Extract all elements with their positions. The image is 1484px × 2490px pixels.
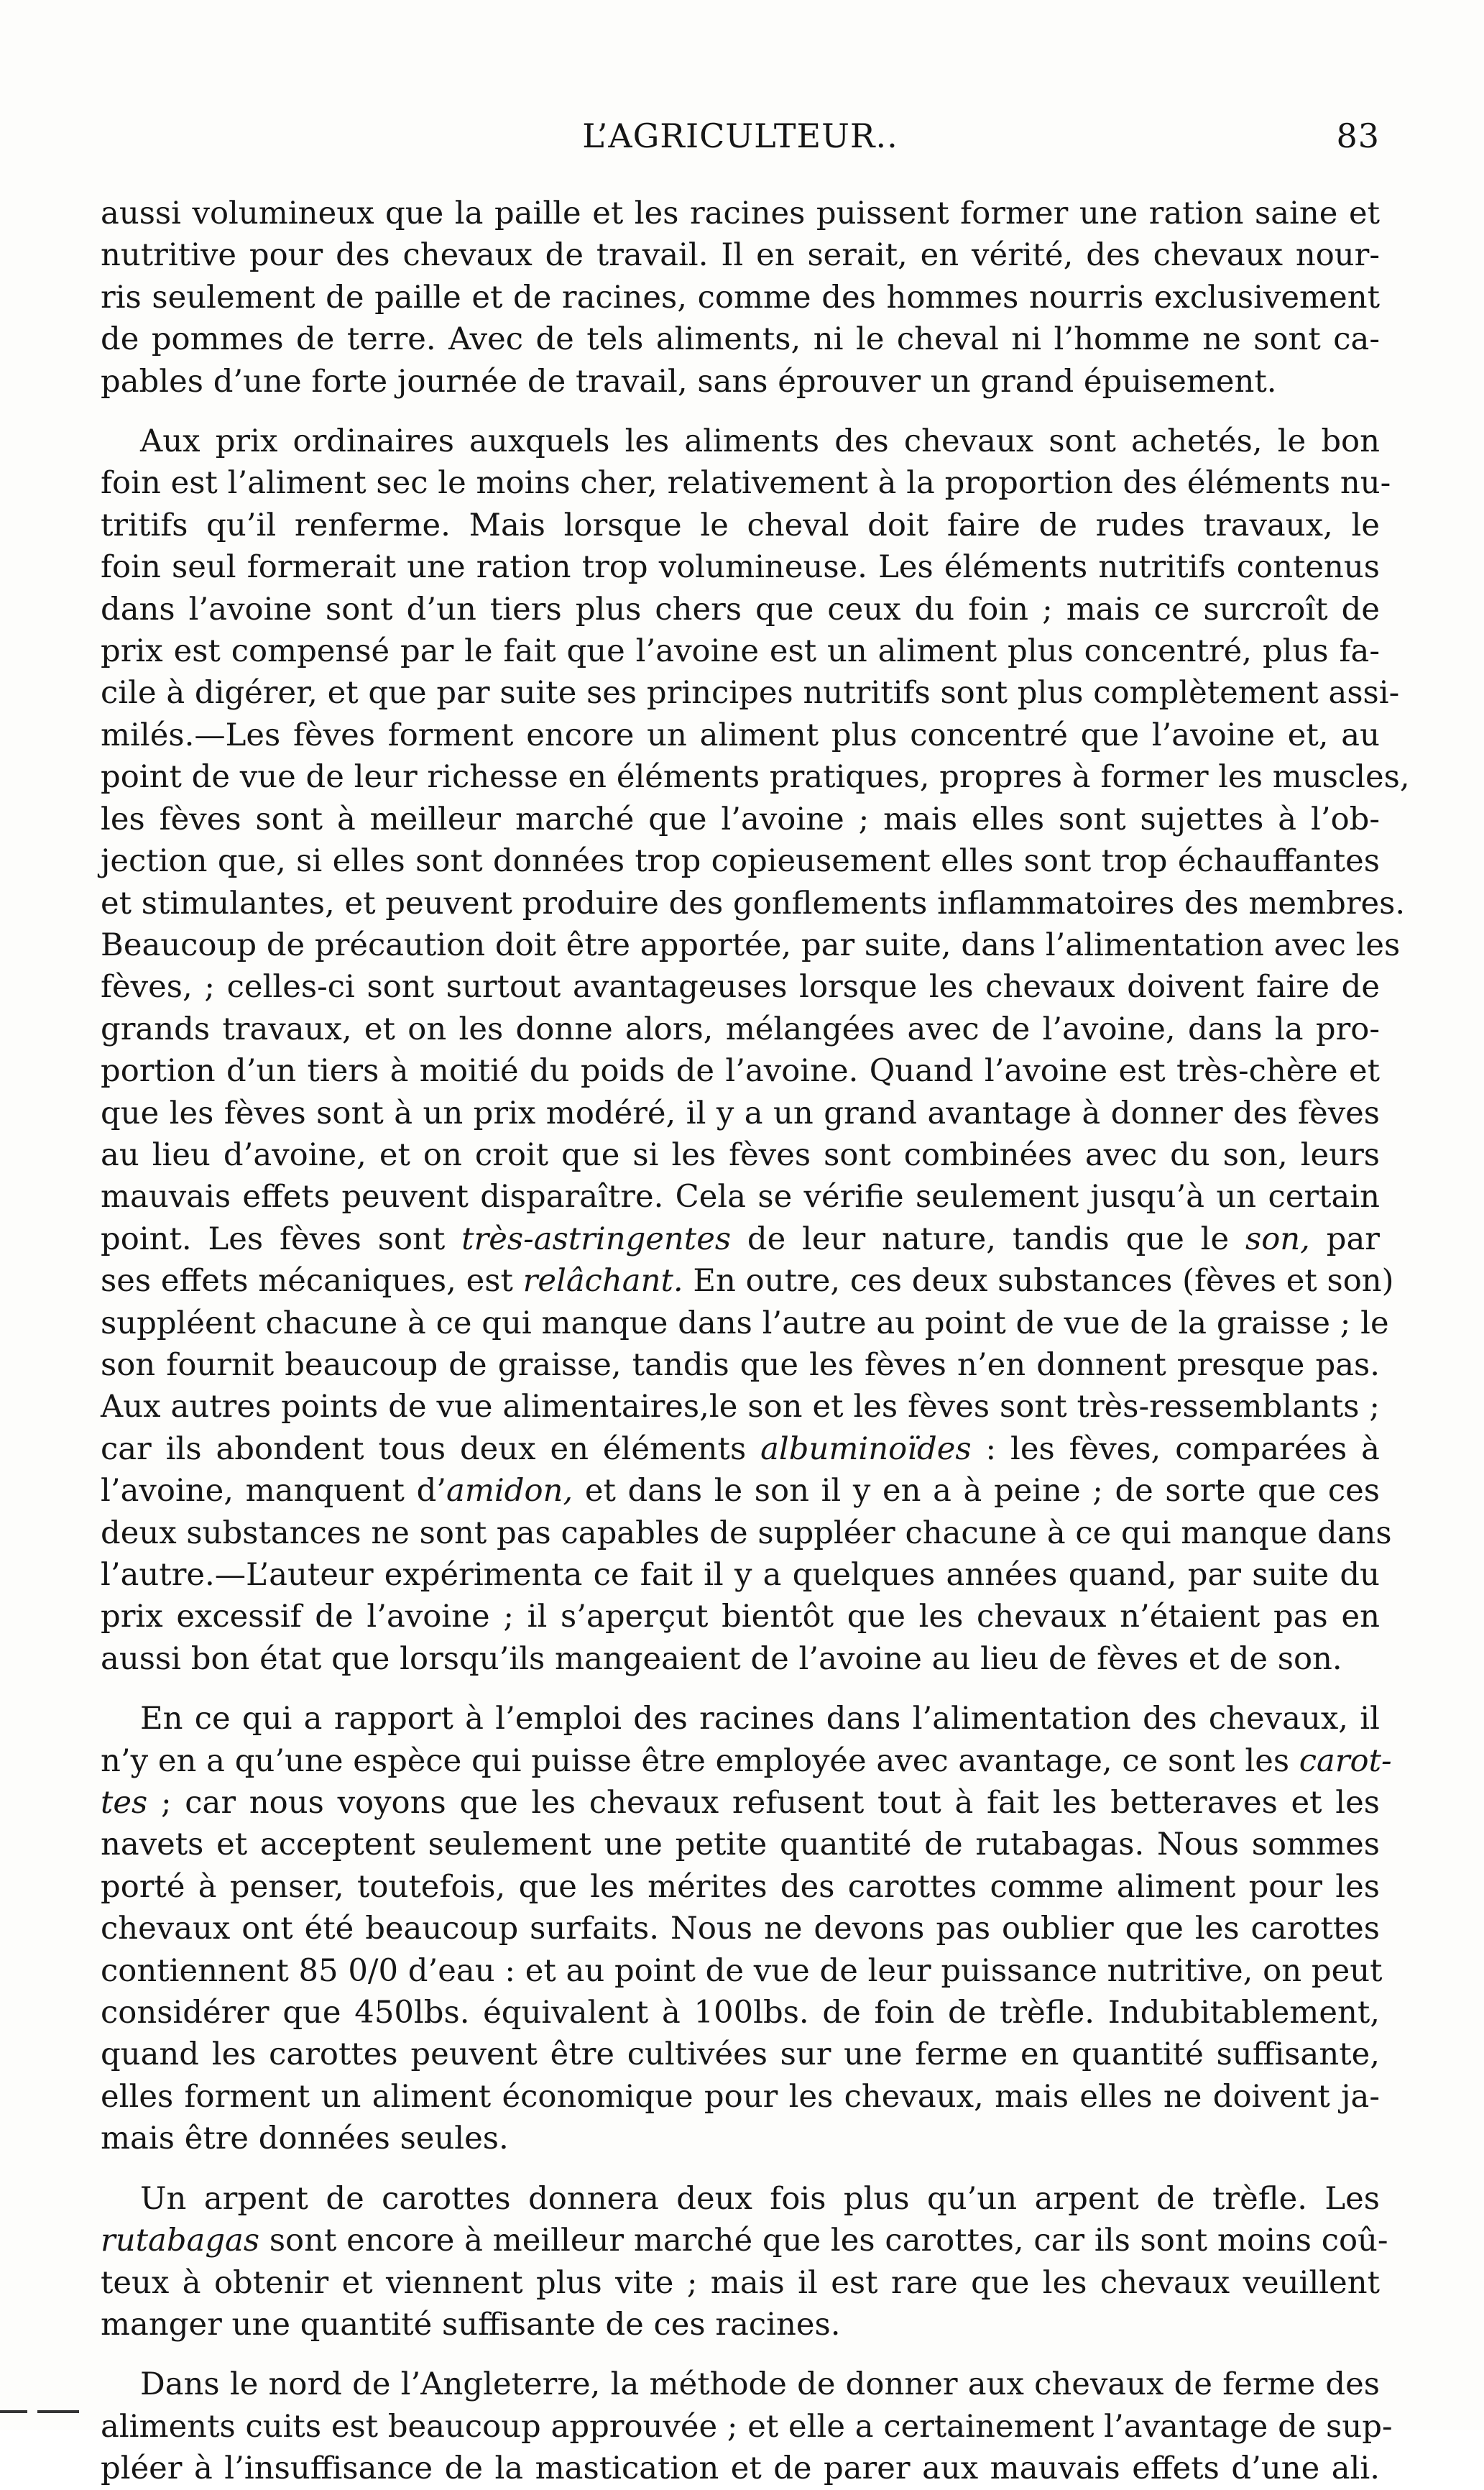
text-line <box>101 756 1410 798</box>
text-line <box>101 924 1401 966</box>
text-run: point. Les fèves sont <box>101 1221 462 1257</box>
text-line <box>101 1554 1380 1596</box>
text-run: foin seul formerait une ration trop volumineuse. Les éléments nutritifs contenus <box>101 549 1380 586</box>
paragraph <box>101 2363 1393 2489</box>
text-run: jection que, si elles sont données trop copieusement elles sont trop échauffantes <box>101 843 1380 880</box>
text-run: ses effets mécaniques, est <box>101 1263 523 1300</box>
text-line <box>101 2363 1380 2405</box>
text-run: mais être données seules. <box>101 2121 509 2157</box>
text-run: considérer que 450lbs. équivalent à 100lbs. de foin de trèfle. Indubitablement, <box>101 1995 1380 2031</box>
text-run: au lieu d’avoine, et on croit que si les fèves sont combinées avec du son, leurs <box>101 1136 1380 1173</box>
text-line <box>101 1992 1380 2034</box>
text-run: porté à penser, toutefois, que les mérites des carottes comme aliment pour les <box>101 1868 1380 1905</box>
text-line <box>101 1218 1380 1260</box>
text-run: chevaux ont été beaucoup surfaits. Nous ne devons pas oublier que les carottes <box>101 1911 1380 1947</box>
italic-text: rutabagas <box>101 2223 260 2259</box>
text-line <box>101 1009 1380 1050</box>
text-run: de leur nature, tandis que le <box>731 1221 1245 1257</box>
text-run: Aux autres points de vue alimentaires,le son et les fèves sont très-ressemblants ; <box>101 1389 1380 1425</box>
text-line <box>101 1824 1380 1865</box>
margin-rule <box>0 2410 27 2413</box>
text-run: foin est l’aliment sec le moins cher, relativement à la proportion des éléments nu- <box>101 465 1391 502</box>
text-run: fèves, ; celles-ci sont surtout avantageuses lorsque les chevaux doivent faire de <box>101 969 1380 1006</box>
text-run: Aux prix ordinaires auxquels les aliments des chevaux sont achetés, le bon <box>140 423 1380 460</box>
text-line <box>101 1050 1380 1092</box>
text-line <box>101 2118 1380 2159</box>
text-run: prix excessif de l’avoine ; il s’aperçut bientôt que les chevaux n’étaient pas en <box>101 1599 1380 1635</box>
text-line <box>101 883 1406 924</box>
text-run: ; car nous voyons que les chevaux refusent tout à fait les betteraves et les <box>147 1785 1380 1821</box>
text-run: l’avoine, manquent d’ <box>101 1473 447 1510</box>
running-title: L’AGRICULTEUR.. <box>582 116 898 155</box>
text-run: que les fèves sont à un prix modéré, il y a un grand avantage à donner des fèves <box>101 1095 1380 1131</box>
text-line <box>101 1512 1392 1554</box>
text-run: aussi volumineux que la paille et les racines puissent former une ration saine et <box>101 196 1380 231</box>
paragraph <box>101 2178 1388 2346</box>
text-line <box>101 2448 1380 2489</box>
text-line <box>101 1303 1389 1344</box>
text-run: point de vue de leur richesse en éléments pratiques, propres à former les muscles, <box>101 759 1410 796</box>
text-run: nutritive pour des chevaux de travail. Il en serait, en vérité, des chevaux nour- <box>101 237 1380 274</box>
text-run: et stimulantes, et peuvent produire des gonflements inflammatoires des membres. <box>101 885 1406 922</box>
text-run: portion d’un tiers à moitié du poids de l’avoine. Quand l’avoine est très-chère et <box>101 1053 1380 1090</box>
text-line <box>101 2034 1380 2075</box>
text-line <box>101 589 1380 630</box>
text-line <box>101 2220 1388 2261</box>
text-line <box>101 1260 1394 1302</box>
text-run: quand les carottes peuvent être cultivées sur une ferme en quantité suffisante, <box>101 2036 1380 2073</box>
italic-text: amidon, <box>446 1473 573 1510</box>
text-line <box>101 505 1380 546</box>
text-run: deux substances ne sont pas capables de suppléer chacune à ce qui manque dans <box>101 1515 1392 1551</box>
text-run: par <box>1309 1221 1380 1257</box>
text-line <box>101 1740 1392 1782</box>
paragraph <box>101 193 1380 403</box>
text-run: aussi bon état que lorsqu’ils mangeaient de l’avoine au lieu de fèves et de son. <box>101 1640 1342 1677</box>
text-line <box>101 1866 1380 1908</box>
text-run: cile à digérer, et que par suite ses principes nutritifs sont plus complètement assi- <box>101 675 1400 712</box>
text-line <box>101 318 1380 360</box>
text-line <box>101 546 1380 588</box>
text-run: car ils abondent tous deux en éléments <box>101 1430 761 1467</box>
text-run: milés.—Les fèves forment encore un aliment plus concentré que l’avoine et, au <box>101 717 1380 753</box>
italic-text: albuminoïdes <box>760 1430 972 1467</box>
text-run: ris seulement de paille et de racines, comme des hommes nourris exclusivement <box>101 279 1380 316</box>
text-run: pléer à l’insuffisance de la mastication et de parer aux mauvais effets d’une ali. <box>101 2450 1380 2487</box>
text-run: manger une quantité suffisante de ces racines. <box>101 2306 841 2343</box>
text-line <box>101 715 1380 756</box>
paragraph-gap <box>101 2346 1380 2363</box>
text-line <box>101 1596 1380 1637</box>
text-line <box>101 1344 1380 1386</box>
text-run: tritifs qu’il renferme. Mais lorsque le cheval doit faire de rudes travaux, le <box>101 507 1380 543</box>
text-line <box>101 2406 1393 2448</box>
text-run: prix est compensé par le fait que l’avoine est un aliment plus concentré, plus fa- <box>101 633 1380 670</box>
text-run: Un arpent de carottes donnera deux fois plus qu’un arpent de trèfle. Les <box>140 2180 1380 2217</box>
italic-text: tes <box>101 1785 148 1821</box>
text-line <box>101 2304 1380 2346</box>
text-run: et dans le son il y en a à peine ; de sorte que ces <box>573 1473 1380 1510</box>
paragraph <box>101 1698 1392 2159</box>
text-line <box>101 1176 1380 1218</box>
text-run: son fournit beaucoup de graisse, tandis que les fèves n’en donnent presque pas. <box>101 1346 1380 1383</box>
text-line <box>101 1950 1383 1992</box>
text-line <box>101 1638 1380 1680</box>
text-run: En outre, ces deux substances (fèves et son) <box>683 1263 1394 1300</box>
paragraph <box>101 421 1410 1680</box>
text-run: contiennent 85 0/0 d’eau : et au point de vue de leur puissance nutritive, on peut <box>101 1952 1383 1989</box>
text-line <box>101 1470 1380 1512</box>
text-run: teux à obtenir et viennent plus vite ; mais il est rare que les chevaux veuillent <box>101 2264 1380 2301</box>
text-run: les fèves sont à meilleur marché que l’avoine ; mais elles sont sujettes à l’ob- <box>101 801 1380 837</box>
text-line <box>101 421 1380 462</box>
text-run: suppléent chacune à ce qui manque dans l’autre au point de vue de la graisse ; le <box>101 1305 1389 1341</box>
text-line <box>101 840 1380 882</box>
paragraph-gap <box>101 403 1380 421</box>
text-run: l’autre.—L’auteur expérimenta ce fait il y a quelques années quand, par suite du <box>101 1557 1380 1593</box>
text-line <box>101 361 1380 403</box>
running-header <box>101 116 1380 167</box>
page-number: 83 <box>1336 116 1380 155</box>
text-line <box>101 1782 1380 1824</box>
text-line <box>101 2076 1380 2118</box>
text-line <box>101 966 1380 1008</box>
text-line <box>101 1093 1380 1134</box>
text-run: Beaucoup de précaution doit être apportée, par suite, dans l’alimentation avec les <box>101 927 1401 963</box>
text-run: aliments cuits est beaucoup approuvée ; et elle a certainement l’avantage de sup- <box>101 2408 1393 2445</box>
text-run: grands travaux, et on les donne alors, mélangées avec de l’avoine, dans la pro- <box>101 1011 1380 1047</box>
text-run: sont encore à meilleur marché que les carottes, car ils sont moins coû- <box>259 2223 1388 2259</box>
text-run: n’y en a qu’une espèce qui puisse être employée avec avantage, ce sont les <box>101 1742 1299 1779</box>
text-run: navets et acceptent seulement une petite quantité de rutabagas. Nous sommes <box>101 1827 1380 1863</box>
text-run: : les fèves, comparées à <box>971 1430 1380 1467</box>
text-line <box>101 193 1380 234</box>
paragraph-gap <box>101 2160 1380 2178</box>
italic-text: carot- <box>1299 1742 1392 1779</box>
text-run: En ce qui a rapport à l’emploi des racines dans l’alimentation des chevaux, il <box>140 1701 1380 1737</box>
text-line <box>101 1134 1380 1176</box>
text-line <box>101 799 1380 840</box>
text-line <box>101 1386 1380 1428</box>
text-run: mauvais effets peuvent disparaître. Cela se vérifie seulement jusqu’à un certain <box>101 1179 1380 1216</box>
text-run: de pommes de terre. Avec de tels aliments, ni le cheval ni l’homme ne sont ca- <box>101 321 1380 358</box>
text-line <box>101 1698 1380 1740</box>
text-run: Dans le nord de l’Angleterre, la méthode de donner aux chevaux de ferme des <box>140 2366 1380 2403</box>
body-text <box>101 193 1410 2490</box>
margin-rule <box>37 2410 79 2413</box>
text-run: dans l’avoine sont d’un tiers plus chers que ceux du foin ; mais ce surcroît de <box>101 591 1380 628</box>
text-line <box>101 672 1400 714</box>
text-run: pables d’une forte journée de travail, sans éprouver un grand épuisement. <box>101 363 1277 400</box>
text-line <box>101 2262 1380 2304</box>
text-line <box>101 1428 1380 1470</box>
text-line <box>101 234 1380 276</box>
text-line <box>101 2178 1380 2220</box>
text-line <box>101 277 1380 318</box>
text-run: elles forment un aliment économique pour les chevaux, mais elles ne doivent ja- <box>101 2078 1380 2115</box>
italic-text: relâchant. <box>522 1263 683 1300</box>
text-line <box>101 630 1380 672</box>
italic-text: très-astringentes <box>461 1221 732 1257</box>
text-line <box>101 1908 1380 1949</box>
italic-text: son, <box>1245 1221 1310 1257</box>
text-line <box>101 462 1391 504</box>
paragraph-gap <box>101 1680 1380 1698</box>
